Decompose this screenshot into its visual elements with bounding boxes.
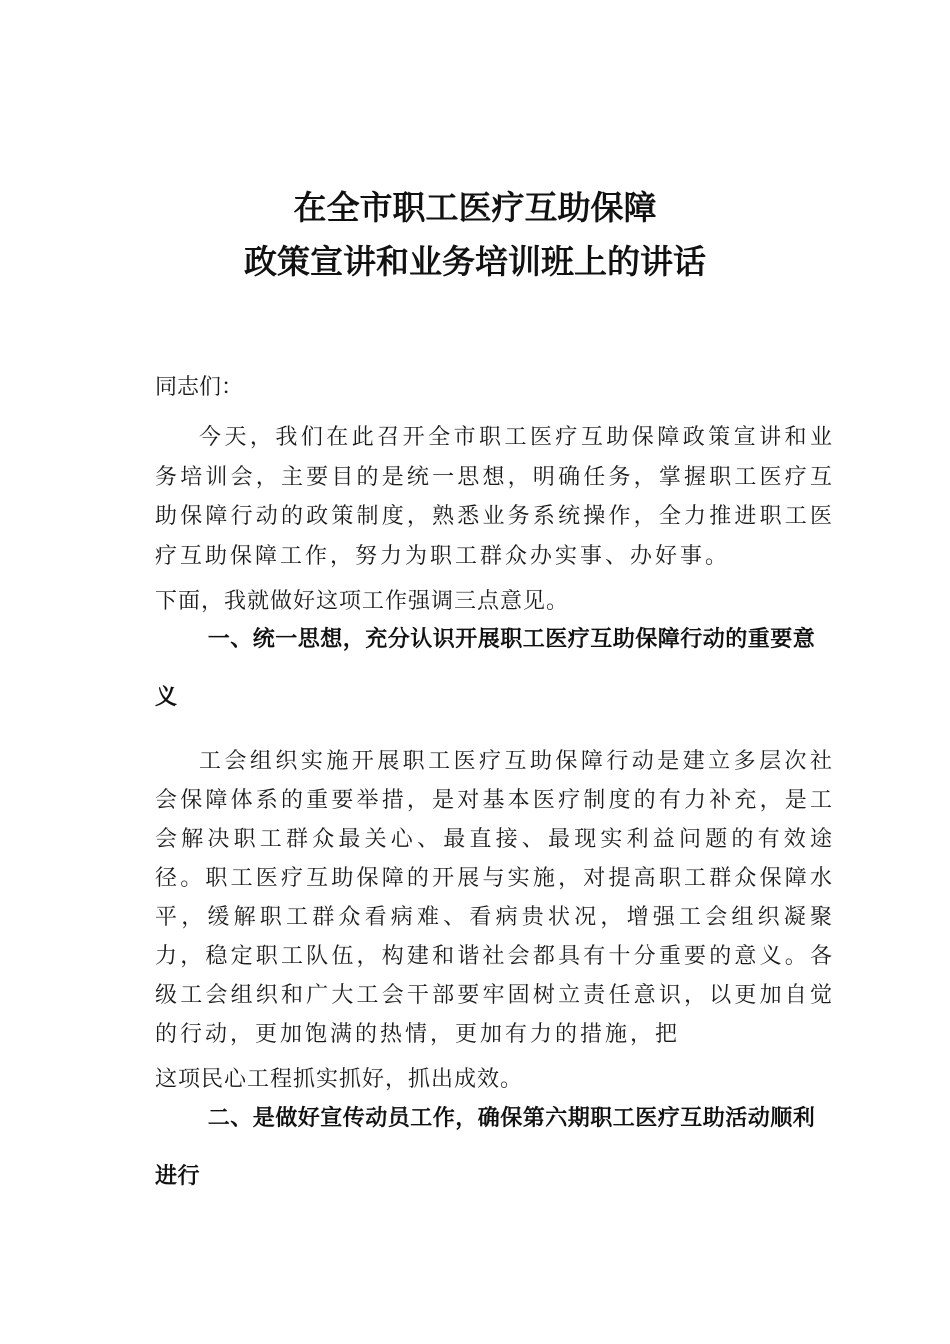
document-title-line-1: 在全市职工医疗互助保障	[293, 188, 657, 227]
section-heading-2: 二、是做好宣传动员工作，确保第六期职工医疗互助活动顺利进行	[155, 1106, 816, 1189]
paragraph-opening-main: 今天，我们在此召开全市职工医疗互助保障政策宣讲和业务培训会，主要目的是统一思想，明确任务，掌握职工医疗互助保障行动的政策制度，熟悉业务系统操作，全力推进职工医疗互助保障工作，努力为职工群众办实事、办好事。	[155, 425, 835, 569]
document-title-line-2: 政策宣讲和业务培训班上的讲话	[244, 242, 706, 281]
paragraph-section-1-tail: 这项民心工程抓实抓好，抓出成效。	[155, 1067, 524, 1092]
paragraph-section-1-main: 工会组织实施开展职工医疗互助保障行动是建立多层次社会保障体系的重要举措，是对基本医疗制度的有力补充，是工会解决职工群众最关心、最直接、最现实利益问题的有效途径。职工医疗互助保障的开展与实施，对提高职工群众保障水平，缓解职工群众看病难、看病贵状况，增强工会组织凝聚力，稳定职工队伍，构建和谐社会都具有十分重要的意义。各级工会组织和广大工会干部要牢固树立责任意识，以更加自觉的行动，更加饱满的热情，更加有力的措施，把	[155, 749, 835, 1047]
section-heading-1: 一、统一思想，充分认识开展职工医疗互助保障行动的重要意义	[155, 627, 816, 710]
salutation: 同志们：	[155, 375, 244, 400]
paragraph-opening-tail: 下面，我就做好这项工作强调三点意见。	[155, 589, 570, 614]
paragraph-section-1	[155, 742, 835, 1099]
paragraph-opening	[155, 418, 835, 622]
